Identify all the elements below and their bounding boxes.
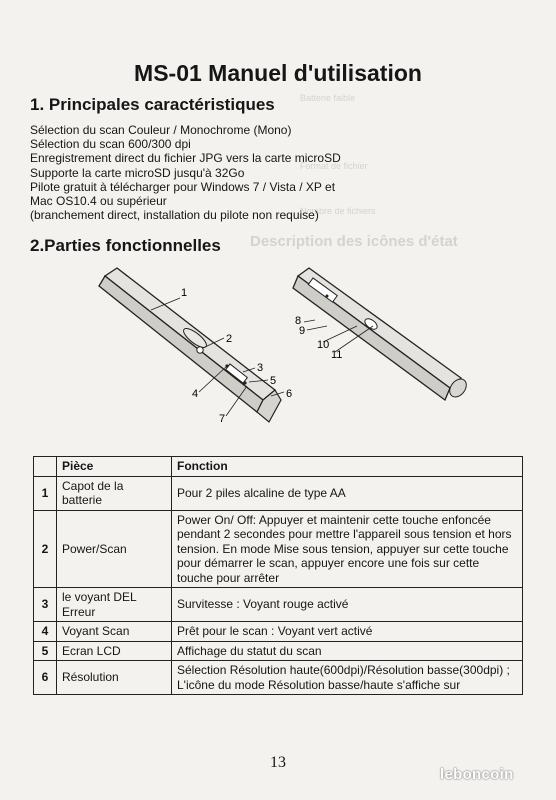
- row-number: 3: [34, 588, 57, 622]
- feature-item: Mac OS10.4 ou supérieur: [30, 194, 167, 209]
- row-part: Ecran LCD: [57, 641, 172, 661]
- section-heading-parts: 2.Parties fonctionnelles: [30, 236, 221, 255]
- scanner-front-illustration: [99, 268, 281, 422]
- callout-label: 9: [299, 325, 306, 337]
- callout-label: 3: [257, 362, 264, 374]
- row-number: 6: [34, 661, 57, 695]
- bleed-through-text: Nombre de fichiers: [300, 206, 376, 216]
- table-row: [34, 588, 523, 622]
- row-number: 2: [34, 510, 57, 588]
- scanner-diagram: [95, 262, 480, 434]
- feature-item: Supporte la carte microSD jusqu'à 32Go: [30, 165, 245, 180]
- row-function: Survitesse : Voyant rouge activé: [172, 588, 523, 622]
- callout-label: 8: [295, 315, 302, 327]
- callout-label: 6: [286, 388, 293, 400]
- row-function: Power On/ Off: Appuyer et maintenir cette touche enfoncée pendant 2 secondes pour mettre l'appareil sous tension et hors tension. En mode Mise sous tension, appuyer sur cette touche pour démarrer le scan, appuyer encore une fois sur cette touche pour arrêter: [172, 510, 523, 588]
- bleed-through-heading: Description des icônes d'état: [250, 233, 458, 250]
- page-number: 13: [270, 754, 286, 771]
- table-row: [34, 661, 523, 695]
- row-function: Sélection Résolution haute(600dpi)/Résolution basse(300dpi) ; L'icône du mode Résolution basse/haute s'affiche sur: [172, 661, 523, 695]
- section-heading-features: 1. Principales caractéristiques: [30, 95, 275, 114]
- feature-item: Enregistrement direct du fichier JPG vers la carte microSD: [30, 151, 341, 166]
- row-function: Pour 2 piles alcaline de type AA: [172, 476, 523, 510]
- row-function: Affichage du statut du scan: [172, 641, 523, 661]
- feature-item: Sélection du scan 600/300 dpi: [30, 137, 191, 152]
- row-part: Capot de la batterie: [57, 476, 172, 510]
- scanner-rear-illustration: [293, 268, 470, 400]
- parts-table: [33, 456, 523, 695]
- feature-list: [30, 123, 341, 222]
- callout-label: 2: [226, 333, 233, 345]
- bleed-through-text: Format de fichier: [300, 161, 368, 171]
- row-number: 4: [34, 622, 57, 642]
- row-number: 1: [34, 476, 57, 510]
- callout-label: 10: [317, 339, 330, 351]
- callout-label: 5: [270, 375, 277, 387]
- table-row: [34, 622, 523, 642]
- header-number: [34, 457, 57, 477]
- feature-item: Pilote gratuit à télécharger pour Windows 7 / Vista / XP et: [30, 179, 336, 194]
- feature-item: (branchement direct, installation du pilote non requise): [30, 208, 319, 223]
- table-row: [34, 641, 523, 661]
- row-part: le voyant DEL Erreur: [57, 588, 172, 622]
- header-function: Fonction: [172, 457, 523, 477]
- page-title: MS-01 Manuel d'utilisation: [134, 60, 422, 86]
- row-number: 5: [34, 641, 57, 661]
- row-part: Résolution: [57, 661, 172, 695]
- callout-label: 4: [192, 388, 199, 400]
- callout-label: 1: [181, 287, 188, 299]
- callout-label: 11: [331, 349, 343, 361]
- callout-label: 7: [219, 413, 226, 425]
- watermark-logo: leboncoin: [440, 766, 514, 783]
- row-part: Voyant Scan: [57, 622, 172, 642]
- bleed-through-text: Batterie faible: [300, 93, 356, 103]
- header-part: Pièce: [57, 457, 172, 477]
- feature-item: Sélection du scan Couleur / Monochrome (Mono): [30, 123, 292, 137]
- table-header-row: [34, 457, 523, 477]
- table-row: [34, 510, 523, 588]
- table-row: [34, 476, 523, 510]
- row-part: Power/Scan: [57, 510, 172, 588]
- row-function: Prêt pour le scan : Voyant vert activé: [172, 622, 523, 642]
